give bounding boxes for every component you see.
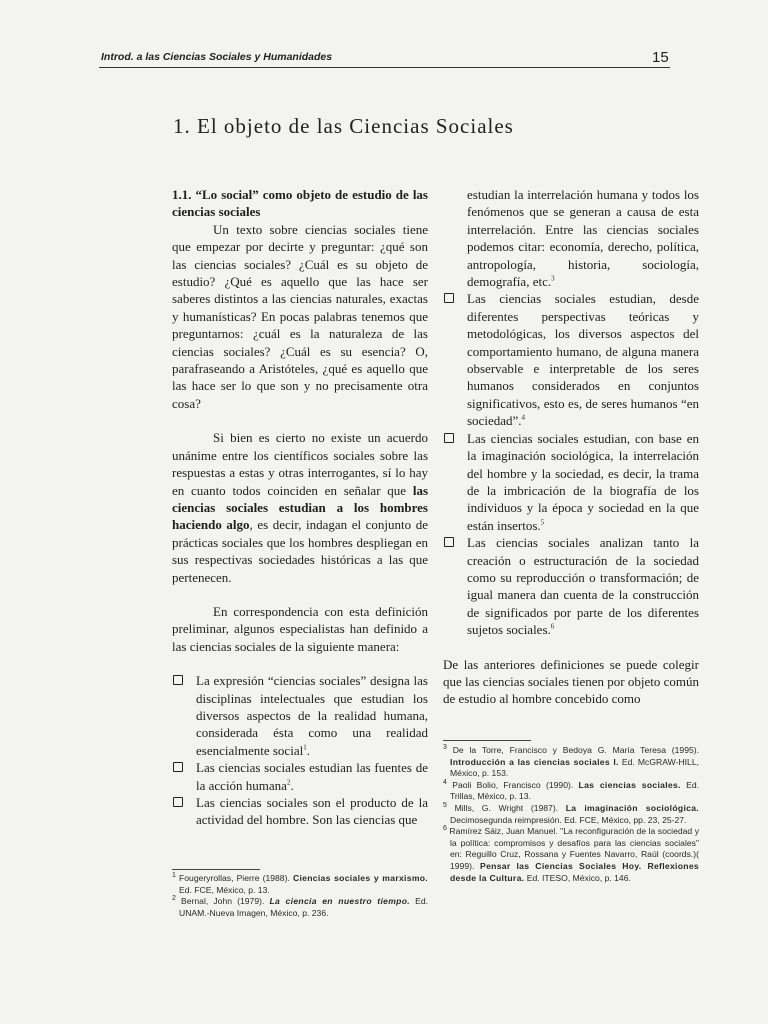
footnote: $^1$ Fougeryrollas, Pierre (1988). Ciencias sociales y marxismo. Ed. FCE, México, p. 13. [172,872,428,895]
checkbox-bullet-icon [444,293,454,303]
checkbox-bullet-icon [173,675,183,685]
footnote: $^6$ Ramírez Sáiz, Juan Manuel. "La reconfiguración de la sociedad y la política: compromisos y desafíos para las ciencias sociales" en: Reguillo Cruz, Rossana y Fuentes Navarro, Raúl (coords.)( 1999). Pensar las Ciencias Sociales Hoy. Reflexiones desde la Cultura. Ed. ITESO, México, p. 146. [443,825,699,883]
header-rule [99,67,670,68]
page-number: 15 [652,49,669,66]
paragraph-conclusion: De las anteriores definiciones se puede colegir que las ciencias sociales tienen por objeto común de estudio al hombre concebido como [443,656,699,707]
list-item-continuation: estudian la interrelación humana y todos los fenómenos que se generan a causa de esta interrelación. Entre las ciencias sociales podemos citar: economía, derecho, política, antropología, historia, sociología, demografía, etc.$^3$ [467,187,699,290]
list-item: Las ciencias sociales estudian, desde diferentes perspectivas teóricas y metodológicas, los diversos aspectos del comportamiento humano, de alguna manera observable e interpretable de los seres humanos considerados en conjuntos significativos, esto es, de seres humanos “en sociedad”.$^4$ [443,290,699,429]
list-item: Las ciencias sociales son el producto de la actividad del hombre. Son las ciencias que [172,794,428,829]
footnote-rule [172,869,260,870]
footnote: $^5$ Mills, G. Wright (1987). La imaginación sociológica. Decimosegunda reimpresión. Ed. FCE, México, pp. 23, 25-27. [443,802,699,825]
list-item: La expresión “ciencias sociales” designa las disciplinas intelectuales que estudian los diversos aspectos de la realidad humana, considerada ésta como una realidad esencialmente social$^1$. [172,672,428,759]
checkbox-bullet-icon [444,433,454,443]
emphasis-definition: las ciencias sociales estudian a los hombres haciendo algo [172,482,428,533]
definitions-list-left [172,672,428,829]
footnote: $^4$ Paoli Bolio, Francisco (1990). Las ciencias sociales. Ed. Trillas, México, p. 13. [443,778,700,802]
definitions-list-right [443,290,699,638]
list-item: Las ciencias sociales estudian las fuentes de la acción humana$^2$. [172,759,428,794]
paragraph-agreement: Si bien es cierto no existe un acuerdo unánime entre los científicos sociales sobre las respuestas a estas y otras interrogantes, sí lo hay en cuanto todos coinciden en señalar que las ciencias sociales estudian a los hombres haciendo algo, es decir, indagan el conjunto de prácticas sociales que los hombres despliegan en sus respectivas sociedades históricas a las que pertenecen. [172,430,428,585]
left-column [172,186,428,829]
right-column [443,186,699,708]
checkbox-bullet-icon [173,797,183,807]
footnote: $^2$ Bernal, John (1979). La ciencia en nuestro tiempo. Ed. UNAM.-Nueva Imagen, México, p. 236. [172,895,428,918]
footnote: $^3$ De la Torre, Francisco y Bedoya G. María Teresa (1995). Introducción a las ciencias sociales I. Ed. McGRAW-HILL, México, p. 153. [443,744,700,779]
footnotes-left [172,873,428,919]
list-item: Las ciencias sociales estudian, con base en la imaginación sociológica, la interrelación del hombre y la sociedad, es decir, la trama de la imbricación de la biografía de los individuos y la época y sociedad en la que están insertos.$^5$ [443,430,699,534]
chapter-title: 1. El objeto de las Ciencias Sociales [173,114,514,138]
footnote-rule [443,740,531,741]
paragraph-correspondence: En correspondencia con esta definición preliminar, algunos especialistas han definido a las ciencias sociales de la siguiente manera: [172,603,428,654]
list-item: Las ciencias sociales analizan tanto la creación o estructuración de la sociedad como su reproducción o transformación; de igual manera dan cuenta de la construcción de significados por parte de los diferentes sujetos sociales.$^6$ [443,534,699,638]
footnotes-right [443,745,699,884]
checkbox-bullet-icon [444,537,454,547]
paragraph-intro: Un texto sobre ciencias sociales tiene que empezar por decirte y preguntar: ¿qué son las ciencias sociales? ¿Cuál es su objeto de estudio? ¿Qué es aquello que las hace ser saberes distintos a las ciencias naturales, exactas y humanísticas? En pocas palabras tenemos que preguntarnos: ¿cuál es la naturaleza de las ciencias sociales? ¿Cuál es su esencia? O, parafraseando a Aristóteles, ¿qué es aquello que las hace ser lo que son y no precisamente otra cosa? [172,221,428,411]
checkbox-bullet-icon [173,762,183,772]
running-header-title: Introd. a las Ciencias Sociales y Humanidades [101,51,333,63]
section-heading: 1.1. “Lo social” como objeto de estudio de las ciencias sociales [172,187,428,220]
